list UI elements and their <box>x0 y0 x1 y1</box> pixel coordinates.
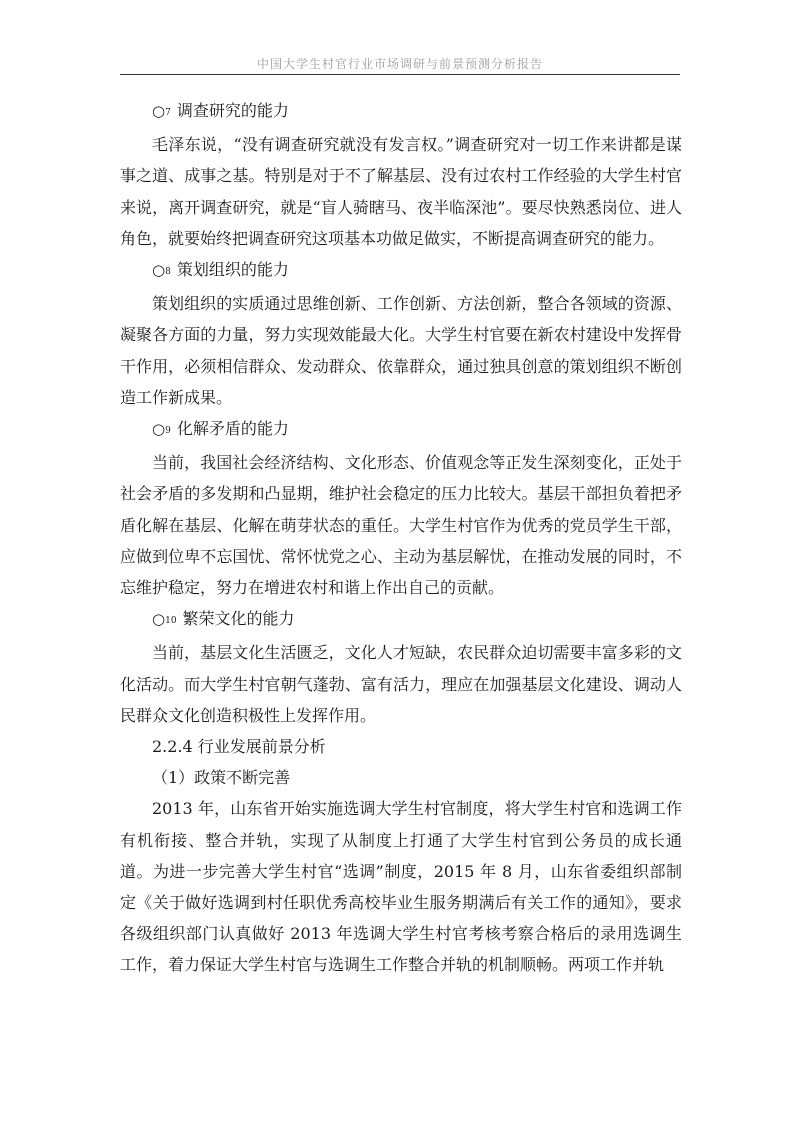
section-number: 10 <box>165 616 177 627</box>
section-paragraph-7: 毛泽东说，“没有调查研究就没有发言权。”调查研究对一切工作来讲都是谋事之道、成事之基。特别是对于不了解基层、没有过农村工作经验的大学生村官来说，离开调查研究，就是“盲人骑瞎马、夜半临深池”。要尽快熟悉岗位、进人角色，就要始终把调查研究这项基本功做足做实，不断提高调查研究的能力。 <box>120 135 682 248</box>
circle-marker-icon: ○ <box>152 610 166 629</box>
section-paragraph-9: 当前，我国社会经济结构、文化形态、价值观念等正发生深刻变化，正处于社会矛盾的多发期和凸显期，维护社会稳定的压力比较大。基层干部担负着把矛盾化解在基层、化解在萌芽状态的重任。大学生村官作为优秀的党员学生干部，应做到位卑不忘国忧、常怀忧党之心、主动为基层解忧，在推动发展的同时，不忘维护稳定，努力在增进农村和谐上作出自己的贡献。 <box>120 453 682 598</box>
section-heading-10 <box>120 603 682 637</box>
circle-marker-icon: ○ <box>152 420 166 439</box>
section-number: 8 <box>165 267 171 278</box>
running-header: 中国大学生村官行业市场调研与前景预测分析报告 <box>256 57 543 71</box>
header-divider <box>120 74 680 75</box>
section-heading-9 <box>120 413 682 447</box>
item-heading: （1）政策不断完善 <box>152 768 291 788</box>
circle-marker-icon: ○ <box>152 102 166 120</box>
section-title: 策划组织的能力 <box>176 260 289 280</box>
subsection-paragraph: 2013 年，山东省开始实施选调大学生村官制度，将大学生村官和选调工作有机衔接、整合并轨，实现了从制度上打通了大学生村官到公务员的成长通 道。为进一步完善大学生村官“选调”制度，2015 年 8 月，山东省委组织部制定《关于做好选调到村任职优秀高校毕业生服务期满后有关工作的通知》，要求各级组织部门认真做好 2013 年选调大学生村官考核考察合格后的录用选调生工作，着力保证大学生村官与选调生工作整合并轨的机制顺畅。两项工作并轨 <box>120 799 682 975</box>
section-title: 化解矛盾的能力 <box>176 419 289 439</box>
section-number: 7 <box>165 108 171 118</box>
circle-marker-icon: ○ <box>152 261 166 280</box>
document-body <box>120 95 682 981</box>
subsection-heading: 2.2.4 行业发展前景分析 <box>152 737 326 757</box>
section-title: 繁荣文化的能力 <box>182 609 295 629</box>
section-title: 调查研究的能力 <box>176 101 289 120</box>
section-paragraph-10: 当前，基层文化生活匮乏，文化人才短缺，农民群众迫切需要丰富多彩的文化活动。而大学生村官朝气蓬勃、富有活力，理应在加强基层文化建设、调动人民群众文化创造积极性上发挥作用。 <box>120 643 682 725</box>
section-paragraph-8: 策划组织的实质通过思维创新、工作创新、方法创新，整合各领域的资源、凝聚各方面的力量，努力实现效能最大化。大学生村官要在新农村建设中发挥骨干作用，必须相信群众、发动群众、依靠群众，通过独具创意的策划组织不断创造工作新成果。 <box>120 294 682 407</box>
section-heading-7 <box>120 95 682 129</box>
section-number: 9 <box>165 426 171 437</box>
section-heading-8 <box>120 254 682 288</box>
